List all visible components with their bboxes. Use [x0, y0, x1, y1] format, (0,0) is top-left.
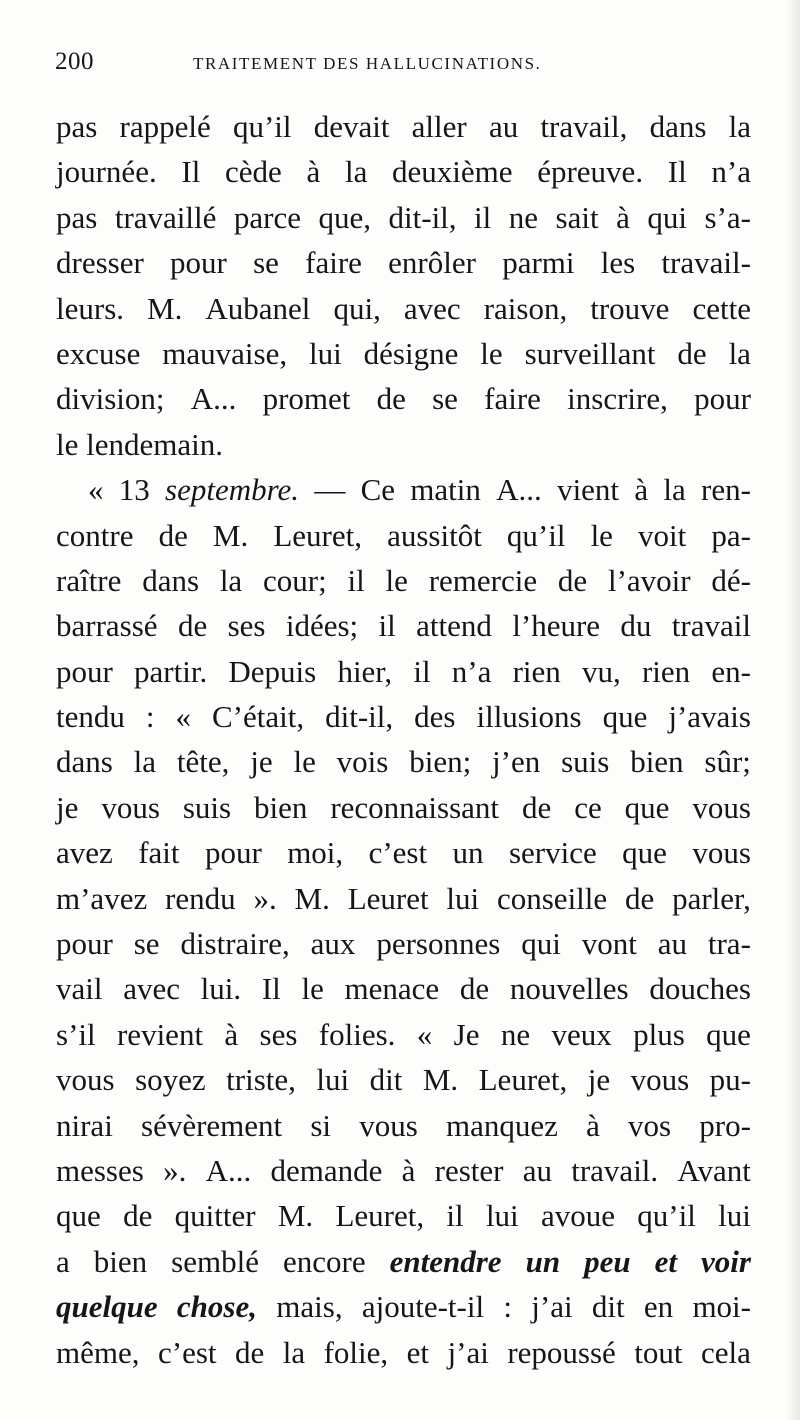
word: semblé [171, 1243, 259, 1279]
word: suis [182, 789, 232, 825]
word: personnes [376, 926, 501, 962]
word: la [133, 744, 157, 780]
text-line [56, 876, 751, 921]
word: faire [305, 245, 362, 281]
word: enrôler [388, 245, 476, 281]
word: se [432, 381, 458, 417]
word: à [634, 472, 649, 508]
text-line [56, 785, 751, 830]
word: que [624, 789, 670, 825]
word: Il [181, 154, 201, 190]
text-line [56, 467, 751, 512]
word: dans [142, 562, 200, 598]
word: pour [204, 835, 262, 871]
word: Leuret [347, 880, 429, 916]
text-line [56, 240, 751, 285]
word: j’avais [668, 699, 751, 735]
word: bien [254, 789, 308, 825]
word: fait [138, 835, 180, 871]
word: vous [692, 835, 751, 871]
text-line [56, 331, 751, 376]
word: reconnaissant [330, 789, 500, 825]
word: hier, [337, 653, 393, 689]
word: la [344, 154, 368, 190]
word: de [625, 880, 655, 916]
word: dit [591, 1289, 625, 1325]
word: vous [101, 789, 160, 825]
text-line [56, 422, 751, 467]
word: des [414, 699, 456, 735]
word: encore [283, 1243, 366, 1279]
word: parmi [502, 245, 575, 281]
word: excuse [56, 335, 141, 371]
word: A... [205, 1152, 252, 1188]
word: de [459, 971, 490, 1007]
word: repoussé [507, 1334, 616, 1370]
word: inscrire, [567, 381, 668, 417]
word: folies. [318, 1016, 396, 1052]
word: ». [163, 1152, 187, 1188]
word: rien [512, 653, 561, 689]
word: chose, [176, 1289, 257, 1325]
word: matin [410, 472, 481, 508]
word: du [620, 608, 652, 644]
word: le [385, 562, 408, 598]
word: la [728, 109, 751, 144]
word: — [314, 472, 346, 508]
word: soyez [135, 1062, 206, 1098]
word: la [219, 562, 243, 598]
word: dit-il, [388, 199, 457, 235]
word: pour [694, 381, 751, 417]
word: suis [561, 744, 610, 780]
text-line [56, 104, 751, 149]
word: aller [411, 109, 467, 144]
word: Avant [677, 1152, 751, 1188]
text-line [56, 195, 751, 240]
word: la [282, 1334, 306, 1370]
word: raître [56, 562, 122, 598]
word: vos [628, 1107, 672, 1143]
word: contre [56, 517, 134, 553]
word: de [158, 517, 188, 553]
word: septembre. [165, 472, 300, 508]
word: ajoute-t-il [361, 1289, 485, 1325]
word: promet [262, 381, 351, 417]
word: vous [359, 1107, 418, 1143]
word: A... [496, 472, 542, 508]
text-line [56, 1284, 751, 1329]
word: bien [630, 744, 684, 780]
word: lendemain. [86, 426, 223, 462]
word: nouvelles [509, 971, 629, 1007]
word: messes [56, 1152, 144, 1188]
word: rendu [165, 880, 236, 916]
word: dit [369, 1062, 403, 1098]
text-line [56, 149, 751, 194]
word: vous [56, 1062, 115, 1098]
word: cela [701, 1334, 751, 1370]
word: moi- [692, 1289, 751, 1325]
word: Depuis [228, 653, 317, 689]
word: se [133, 926, 160, 962]
word: quitter [174, 1198, 256, 1234]
word: travail- [661, 245, 751, 281]
word: veux [551, 1016, 612, 1052]
word: que [706, 1016, 751, 1052]
text-line [56, 966, 751, 1011]
word: deuxième [392, 154, 513, 190]
word: ren- [701, 472, 751, 508]
word: pa- [711, 517, 751, 553]
word: idées; [285, 608, 359, 644]
word: dans [649, 109, 707, 144]
word: Ce [360, 472, 396, 508]
word: un [525, 1243, 561, 1279]
word: j’en [492, 744, 541, 780]
word: le [590, 517, 613, 553]
word: j’ai [447, 1334, 489, 1370]
word: manquez [445, 1107, 558, 1143]
word: à [616, 199, 630, 235]
text-line [56, 1239, 751, 1284]
word: de [677, 335, 707, 371]
word: folie, [323, 1334, 389, 1370]
word: pu- [709, 1062, 751, 1098]
text-line [56, 513, 751, 558]
word: que, [318, 199, 372, 235]
word: se [253, 245, 279, 281]
word: en- [711, 653, 751, 689]
word: devait [313, 109, 390, 144]
word: M. [294, 880, 330, 916]
word: dresser [56, 245, 144, 281]
word: plus [633, 1016, 685, 1052]
word: A... [190, 381, 237, 417]
word: « [88, 472, 104, 508]
word: tra- [707, 926, 751, 962]
word: cour; [262, 562, 327, 598]
word: partir. [134, 653, 208, 689]
word: mais, [276, 1289, 343, 1325]
word: qu’il [637, 1198, 696, 1234]
word: lui [485, 1198, 519, 1234]
word: la [663, 472, 686, 508]
word: travaillé [114, 199, 217, 235]
word: pro- [699, 1107, 751, 1143]
word: si [310, 1107, 332, 1143]
word: tête, [176, 744, 230, 780]
word: pas [56, 109, 98, 144]
word: tendu [56, 699, 125, 735]
word: ce [574, 789, 602, 825]
word: Je [453, 1016, 480, 1052]
word: travail [671, 608, 751, 644]
word: rester [434, 1152, 504, 1188]
word: qui, [333, 290, 381, 326]
word: parce [233, 199, 301, 235]
word: n’a [711, 154, 751, 190]
word: à [401, 1152, 416, 1188]
word: le [56, 426, 79, 462]
word: à [306, 154, 321, 190]
text-line [56, 830, 751, 875]
word: vont [581, 926, 637, 962]
word: travail, [540, 109, 628, 144]
word: aussitôt [387, 517, 482, 553]
word: de [557, 562, 588, 598]
text-line [56, 1057, 751, 1102]
word: douches [649, 971, 751, 1007]
word: même, [56, 1334, 140, 1370]
word: en [643, 1289, 674, 1325]
word: de [376, 381, 406, 417]
word: c’est [368, 835, 428, 871]
word: vail [56, 971, 103, 1007]
text-line [56, 1330, 751, 1375]
word: moi, [287, 835, 344, 871]
word: voir [700, 1243, 751, 1279]
body-text [56, 104, 751, 1375]
word: vous [630, 1062, 690, 1098]
word: surveillant [524, 335, 656, 371]
word: journée. [56, 154, 157, 190]
word: sûr; [704, 744, 751, 780]
word: vu, [582, 653, 621, 689]
word: lui. [200, 971, 242, 1007]
word: il [413, 653, 431, 689]
word: il [347, 562, 365, 598]
word: au [488, 109, 519, 144]
word: il [378, 608, 396, 644]
word: je [250, 744, 273, 780]
word: ne [500, 1016, 531, 1052]
word: avec [403, 290, 461, 326]
word: parler, [672, 880, 751, 916]
text-line [56, 694, 751, 739]
word: dans [56, 744, 113, 780]
word: sévèrement [141, 1107, 283, 1143]
word: de [235, 1334, 265, 1370]
word: sait [555, 199, 599, 235]
text-line [56, 739, 751, 784]
word: demande [270, 1152, 383, 1188]
word: bien; [409, 744, 472, 780]
word: de [521, 789, 552, 825]
word: dé- [711, 562, 751, 598]
word: entendre [389, 1243, 502, 1279]
word: M. [147, 290, 183, 326]
running-title: TRAITEMENT DES HALLUCINATIONS. [193, 54, 542, 73]
word: au [657, 926, 687, 962]
word: menace [344, 971, 440, 1007]
word: Leuret, [335, 1198, 425, 1234]
text-line [56, 558, 751, 603]
word: lui [718, 1198, 751, 1234]
word: à [224, 1016, 239, 1052]
word: Il [261, 971, 281, 1007]
word: pas [56, 199, 98, 235]
word: trouve [590, 290, 670, 326]
word: il [446, 1198, 464, 1234]
word: je [56, 789, 79, 825]
word: m’avez [56, 880, 148, 916]
word: Leuret, [273, 517, 362, 553]
text-line [56, 1103, 751, 1148]
page-edge-shadow [786, 0, 800, 1420]
word: à [586, 1107, 600, 1143]
word: vous [692, 789, 751, 825]
word: il [474, 199, 492, 235]
word: cède [225, 154, 282, 190]
word: cette [692, 290, 751, 326]
text-line [56, 1193, 751, 1238]
text-line [56, 649, 751, 694]
word: vient [557, 472, 620, 508]
word: quelque [56, 1289, 158, 1325]
word: « [416, 1016, 433, 1052]
word: service [508, 835, 597, 871]
word: s’il [56, 1016, 96, 1052]
word: faire [484, 381, 541, 417]
word: : [503, 1289, 512, 1325]
word: que [622, 835, 667, 871]
word: tout [634, 1334, 683, 1370]
word: lui [446, 880, 480, 916]
word: que [602, 699, 648, 735]
word: : [145, 699, 155, 735]
text-line [56, 1012, 751, 1057]
word: division; [56, 381, 165, 417]
word: mauvaise, [162, 335, 288, 371]
word: M. [422, 1062, 459, 1098]
word: l’avoir [607, 562, 691, 598]
word: attend [416, 608, 492, 644]
word: de [177, 608, 208, 644]
word: C’était, [212, 699, 305, 735]
word: pour [170, 245, 227, 281]
word: n’a [451, 653, 492, 689]
word: « [175, 699, 191, 735]
word: triste, [226, 1062, 296, 1098]
word: leurs. [56, 290, 125, 326]
word: barrassé [56, 608, 158, 644]
word: de [123, 1198, 153, 1234]
word: 13 [118, 472, 150, 508]
word: qui [647, 199, 687, 235]
word: nirai [56, 1107, 113, 1143]
word: ». [253, 880, 277, 916]
word: lui [316, 1062, 350, 1098]
word: je [587, 1062, 611, 1098]
word: l’heure [512, 608, 601, 644]
word: les [600, 245, 636, 281]
word: Aubanel [205, 290, 311, 326]
word: lui [309, 335, 342, 371]
word: voit [638, 517, 687, 553]
word: ses [259, 1016, 298, 1052]
word: épreuve. [537, 154, 644, 190]
text-line [56, 286, 751, 331]
word: revient [116, 1016, 204, 1052]
word: pour [56, 926, 113, 962]
text-line [56, 921, 751, 966]
word: travail. [571, 1152, 659, 1188]
text-line [56, 1148, 751, 1193]
word: remercie [428, 562, 538, 598]
word: la [728, 335, 751, 371]
word: distraire, [180, 926, 290, 962]
word: avez [56, 835, 113, 871]
word: qui [521, 926, 561, 962]
word: rien [641, 653, 691, 689]
word: ses [227, 608, 266, 644]
word: avoue [540, 1198, 615, 1234]
text-line [56, 603, 751, 648]
word: s’a- [704, 199, 751, 235]
word: et [654, 1243, 677, 1279]
word: au [522, 1152, 552, 1188]
word: vois [336, 744, 389, 780]
word: M. [212, 517, 249, 553]
word: bien [93, 1243, 148, 1279]
word: conseille [496, 880, 608, 916]
word: a [56, 1243, 70, 1279]
word: que [56, 1198, 101, 1234]
word: ne [508, 199, 539, 235]
word: le [293, 744, 316, 780]
word: illusions [476, 699, 582, 735]
word: Il [667, 154, 687, 190]
word: et [406, 1334, 430, 1370]
word: rappelé [119, 109, 211, 144]
word: pour [56, 653, 113, 689]
word: c’est [157, 1334, 217, 1370]
word: avec [123, 971, 180, 1007]
word: M. [277, 1198, 314, 1234]
word: qu’il [506, 517, 566, 553]
word: le [301, 971, 324, 1007]
word: Leuret, [478, 1062, 568, 1098]
running-head [50, 48, 750, 84]
word: qu’il [232, 109, 292, 144]
page-number: 200 [55, 48, 94, 75]
word: dit-il, [325, 699, 394, 735]
word: aux [310, 926, 356, 962]
text-line [56, 376, 751, 421]
word: raison, [483, 290, 568, 326]
word: j’ai [531, 1289, 573, 1325]
word: le [480, 335, 503, 371]
word: désigne [363, 335, 459, 371]
word: un [452, 835, 484, 871]
word: peu [584, 1243, 631, 1279]
